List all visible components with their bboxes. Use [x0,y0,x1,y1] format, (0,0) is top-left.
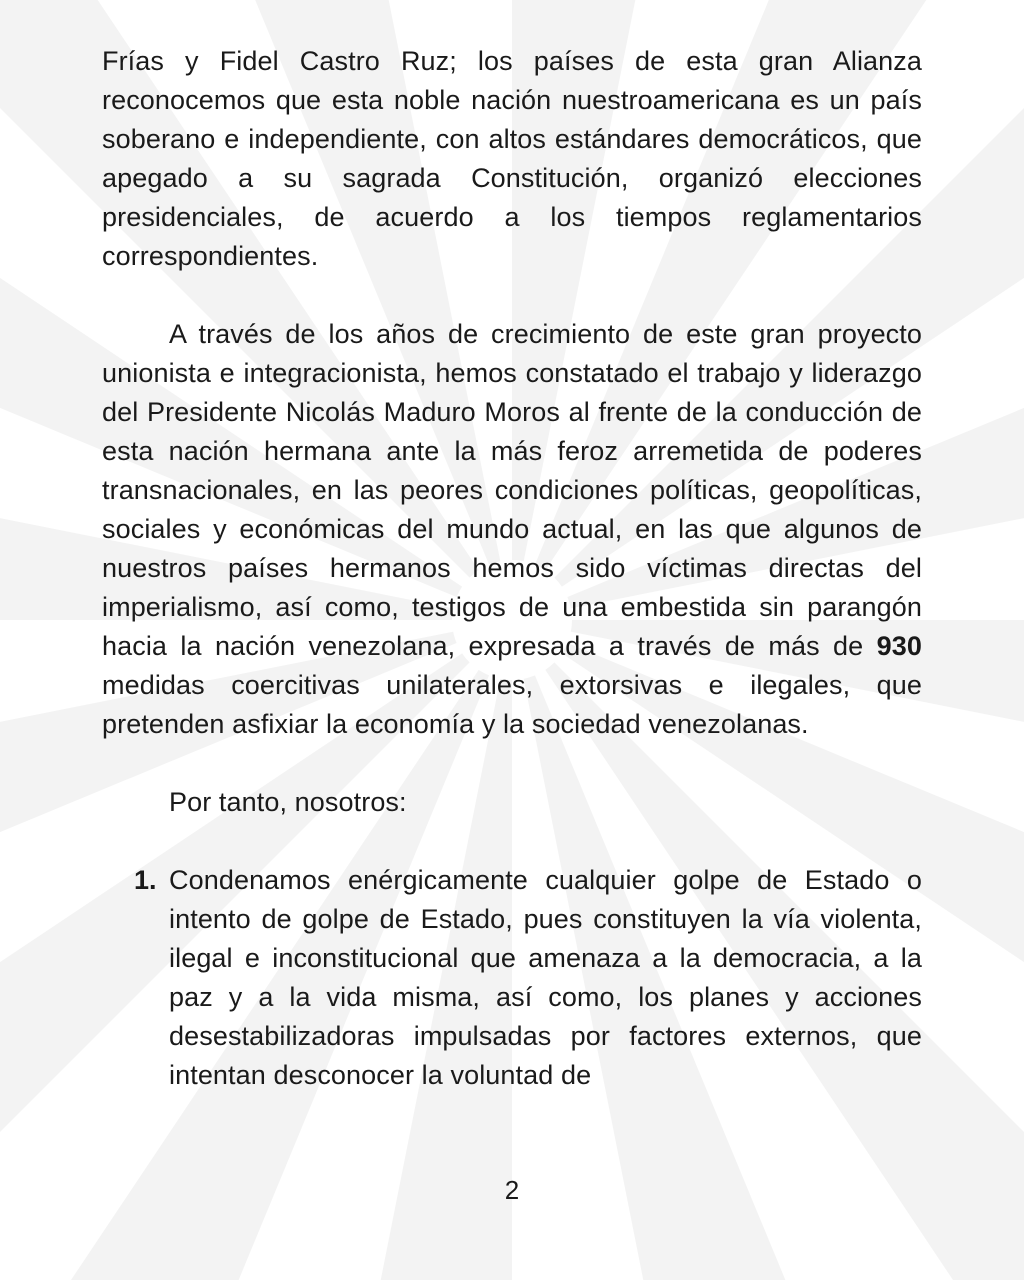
list-item-text: Condenamos enérgicamente cualquier golpe de Estado o intento de golpe de Estado, pues constituyen la vía violenta, ilegal e inconstitucional que amenaza a la democracia, a la paz y a la vida misma, así como, los planes y acciones desestabilizadoras impulsadas por factores externos, que intentan desconocer la voluntad de [169,865,922,1090]
paragraph-body [102,315,922,744]
paragraph-therefore: Por tanto, nosotros: [169,787,407,817]
list-number: 1. [134,865,157,895]
list-item [102,861,922,1095]
measures-count: 930 [876,631,922,661]
document-page [102,42,922,1095]
page-number: 2 [504,1175,520,1205]
paragraph-body-post: medidas coercitivas unilaterales, extorsivas e ilegales, que pretenden asfixiar la economía y la sociedad venezolanas. [102,670,922,739]
paragraph-body-pre: A través de los años de crecimiento de este gran proyecto unionista e integracionista, hemos constatado el trabajo y liderazgo del Presidente Nicolás Maduro Moros al frente de la conducción de esta nación hermana ante la más feroz arremetida de poderes transnacionales, en las peores condiciones políticas, geopolíticas, sociales y económicas del mundo actual, en las que algunos de nuestros países hermanos hemos sido víctimas directas del imperialismo, así como, testigos de una embestida sin parangón hacia la nación venezolana, expresada a través de más de [102,319,922,661]
paragraph-intro: Frías y Fidel Castro Ruz; los países de esta gran Alianza reconocemos que esta noble nación nuestroamericana es un país soberano e independiente, con altos estándares democráticos, que apegado a su sagrada Constitución, organizó elecciones presidenciales, de acuerdo a los tiempos reglamentarios correspondientes. [102,46,922,271]
